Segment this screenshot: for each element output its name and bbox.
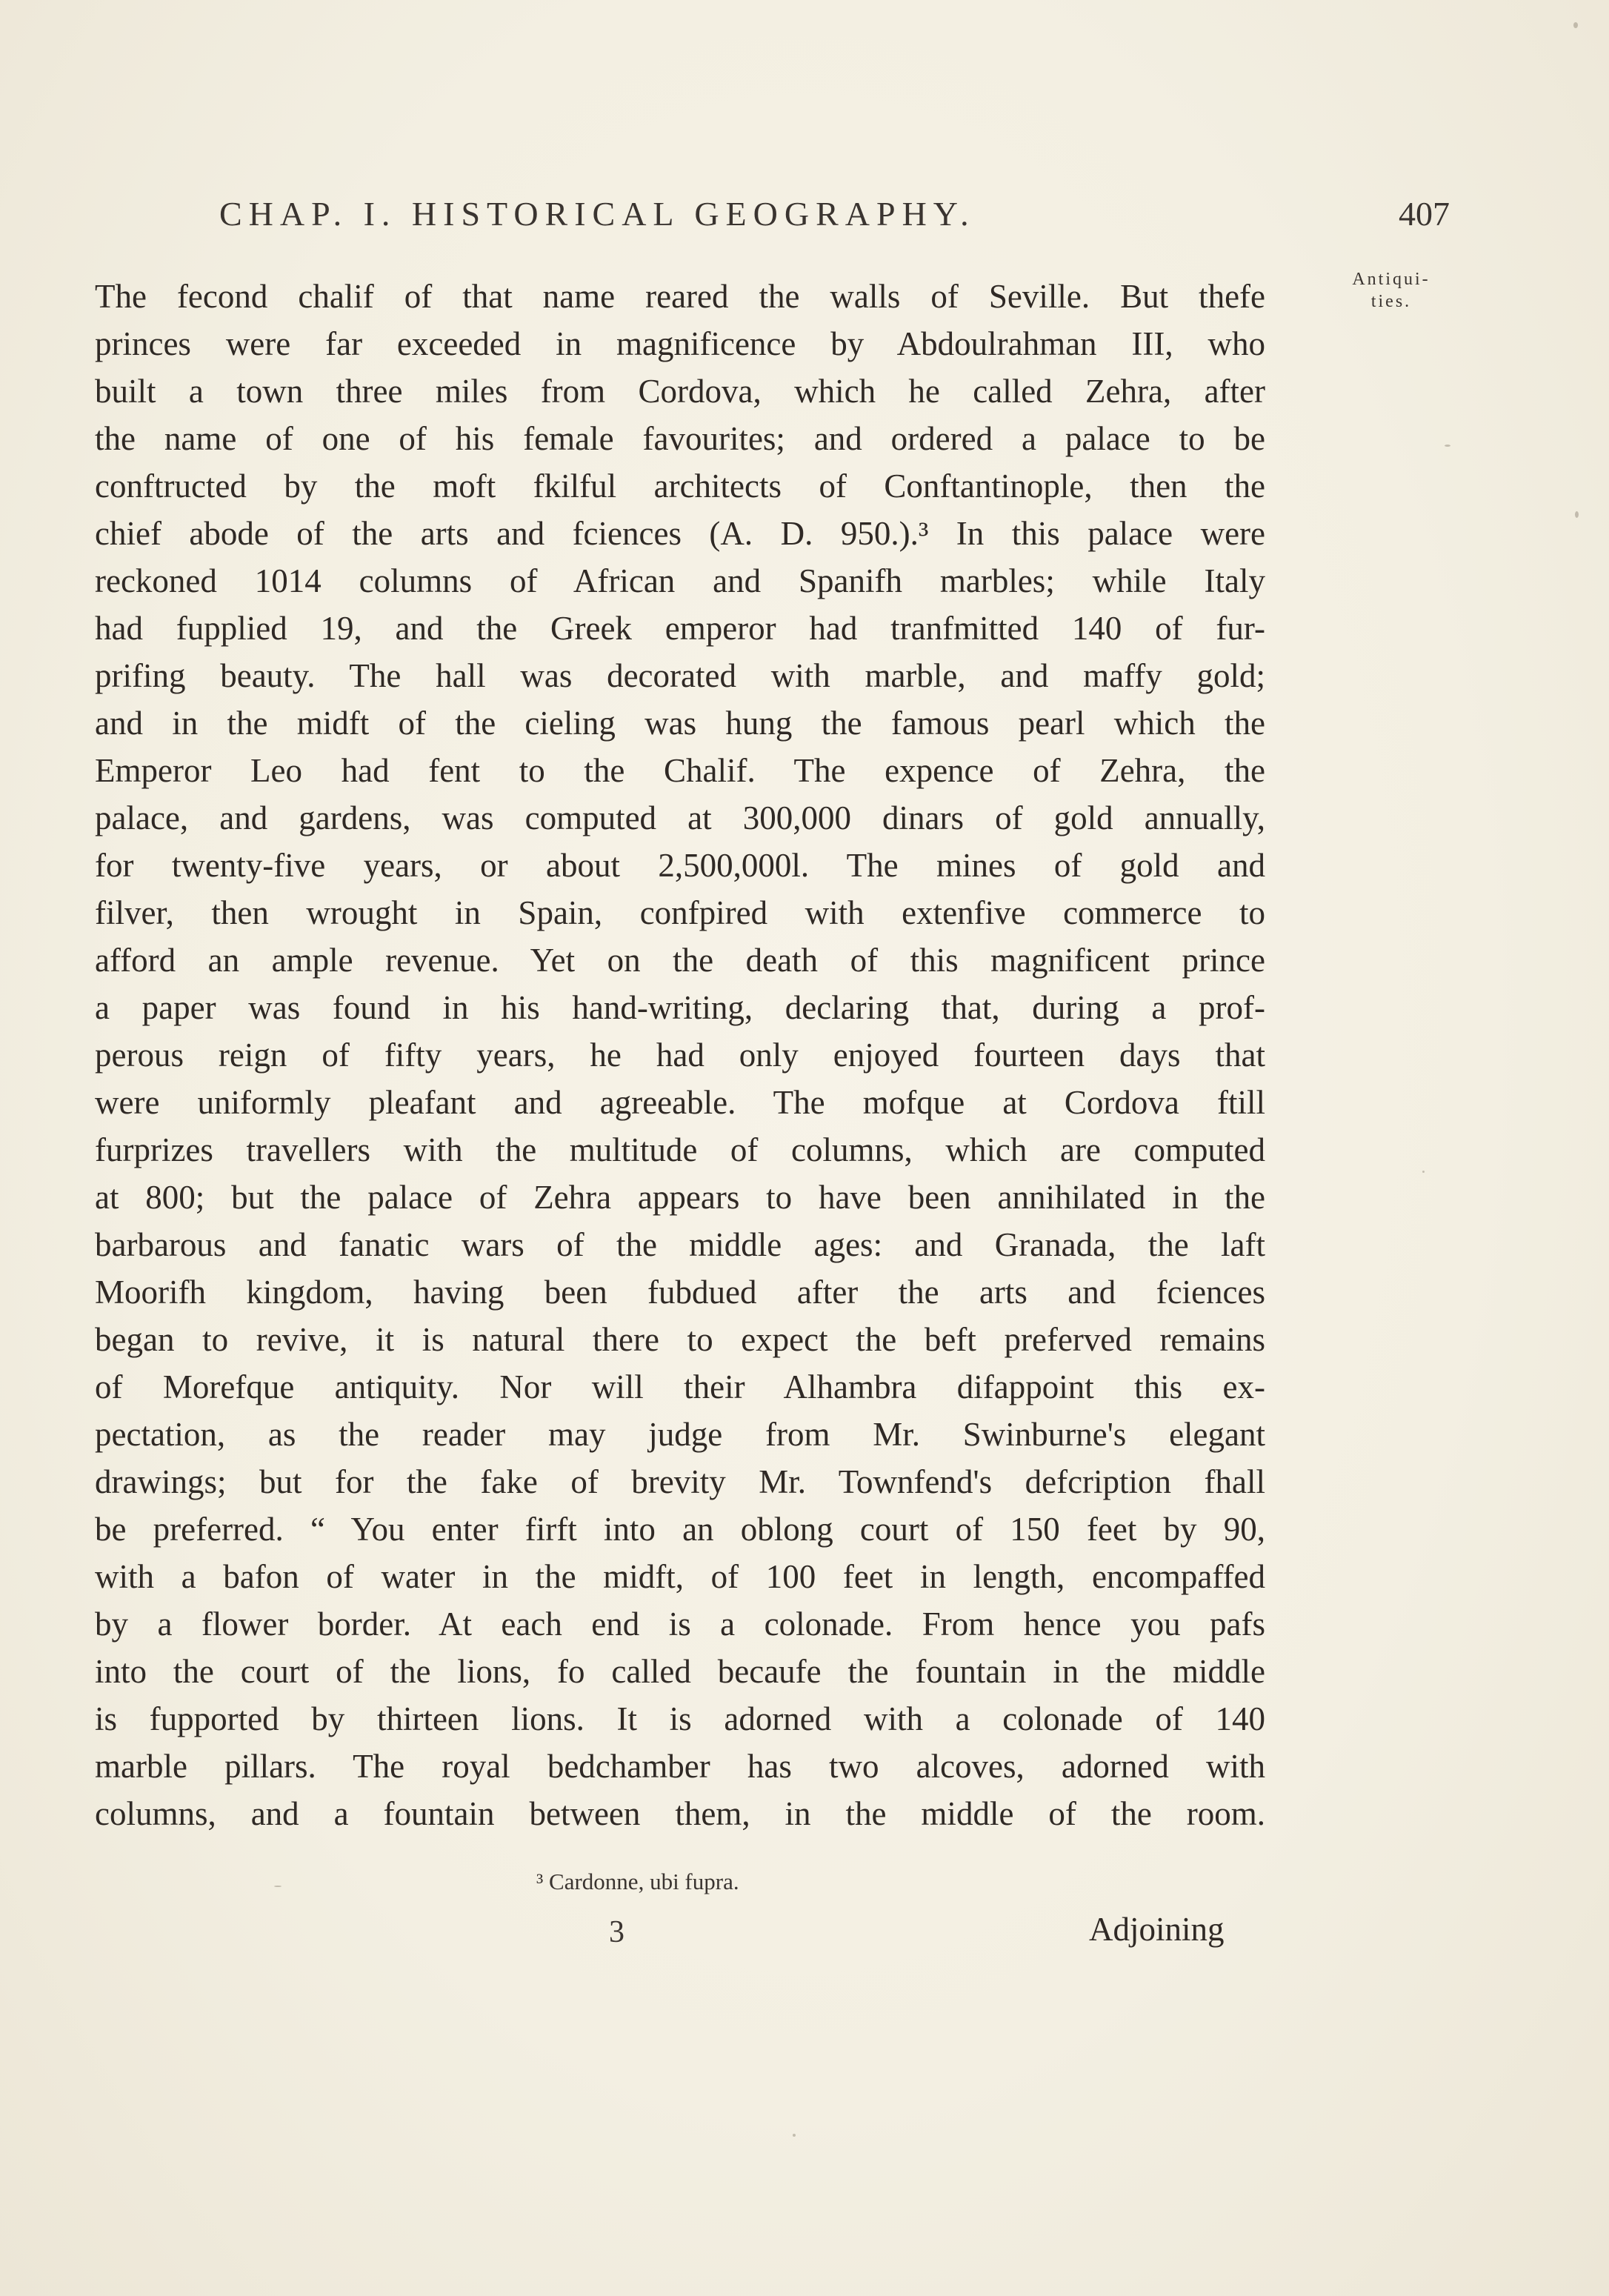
text-line: for twenty-five years, or about 2,500,000l. The mines of gold and bbox=[95, 847, 1265, 884]
footnote: ³ Cardonne, ubi fupra. bbox=[536, 1869, 739, 1894]
text-line: princes were far exceeded in magnificence by Abdoulrahman III, who bbox=[95, 325, 1265, 362]
paper-speck bbox=[1575, 511, 1579, 518]
paper-speck bbox=[1422, 1171, 1425, 1173]
text-line: Emperor Leo had fent to the Chalif. The expence of Zehra, the bbox=[95, 752, 1265, 789]
paper-speck bbox=[1445, 445, 1450, 447]
text-line: marble pillars. The royal bedchamber has two alcoves, adorned with bbox=[95, 1748, 1265, 1785]
text-line: the name of one of his female favourites; and ordered a palace to be bbox=[95, 420, 1265, 457]
text-line: into the court of the lions, fo called becaufe the fountain in the middle bbox=[95, 1653, 1265, 1690]
text-line: and in the midft of the cieling was hung the famous pearl which the bbox=[95, 705, 1265, 742]
margin-note-line-1: Antiqui- bbox=[1352, 270, 1430, 289]
text-line: barbarous and fanatic wars of the middle ages: and Granada, the laft bbox=[95, 1226, 1265, 1263]
text-line: chief abode of the arts and fciences (A. D. 950.).³ In this palace were bbox=[95, 515, 1265, 552]
text-line: a paper was found in his hand-writing, declaring that, during a prof- bbox=[95, 989, 1265, 1026]
text-line: drawings; but for the fake of brevity Mr. Townfend's defcription fhall bbox=[95, 1463, 1265, 1500]
text-line: were uniformly pleafant and agreeable. The mofque at Cordova ftill bbox=[95, 1084, 1265, 1121]
text-line: filver, then wrought in Spain, confpired with extenfive commerce to bbox=[95, 894, 1265, 931]
text-line: conftructed by the moft fkilful architects of Conftantinople, then the bbox=[95, 467, 1265, 505]
text-line: had fupplied 19, and the Greek emperor had tranfmitted 140 of fur- bbox=[95, 610, 1265, 647]
body-text bbox=[95, 273, 1265, 1837]
text-line: Moorifh kingdom, having been fubdued after the arts and fciences bbox=[95, 1274, 1265, 1311]
page-number: 407 bbox=[1399, 195, 1450, 233]
margin-note-line-2: ties. bbox=[1370, 292, 1412, 311]
text-line: afford an ample revenue. Yet on the death of this magnificent prince bbox=[95, 942, 1265, 979]
text-line: at 800; but the palace of Zehra appears to have been annihilated in the bbox=[95, 1179, 1265, 1216]
paper-speck bbox=[1573, 22, 1578, 28]
text-line: of Morefque antiquity. Nor will their Alhambra difappoint this ex- bbox=[95, 1368, 1265, 1405]
paper-speck bbox=[274, 1886, 282, 1887]
text-line: with a bafon of water in the midft, of 100 feet in length, encompaffed bbox=[95, 1558, 1265, 1595]
text-line: pectation, as the reader may judge from Mr. Swinburne's elegant bbox=[95, 1416, 1265, 1453]
text-line: columns, and a fountain between them, in the middle of the room. bbox=[95, 1795, 1265, 1832]
text-line: by a flower border. At each end is a colonade. From hence you pafs bbox=[95, 1605, 1265, 1643]
catchword: Adjoining bbox=[1089, 1911, 1225, 1948]
text-line: palace, and gardens, was computed at 300,000 dinars of gold annually, bbox=[95, 799, 1265, 836]
margin-note bbox=[1310, 268, 1473, 313]
signature-mark: 3 bbox=[609, 1915, 624, 1949]
text-line: prifing beauty. The hall was decorated with marble, and maffy gold; bbox=[95, 657, 1265, 694]
paper-speck bbox=[793, 2134, 796, 2137]
text-line: began to revive, it is natural there to expect the beft preferved remains bbox=[95, 1321, 1265, 1358]
text-line: be preferred. “ You enter firft into an oblong court of 150 feet by 90, bbox=[95, 1511, 1265, 1548]
text-line: reckoned 1014 columns of African and Spanifh marbles; while Italy bbox=[95, 562, 1265, 599]
text-line: built a town three miles from Cordova, which he called Zehra, after bbox=[95, 373, 1265, 410]
running-head-title: CHAP. I. HISTORICAL GEOGRAPHY. bbox=[219, 195, 976, 233]
text-line: furprizes travellers with the multitude of columns, which are computed bbox=[95, 1131, 1265, 1168]
text-line: perous reign of fifty years, he had only enjoyed fourteen days that bbox=[95, 1036, 1265, 1074]
text-line: The fecond chalif of that name reared the walls of Seville. But thefe bbox=[95, 278, 1265, 315]
text-line: is fupported by thirteen lions. It is adorned with a colonade of 140 bbox=[95, 1700, 1265, 1737]
